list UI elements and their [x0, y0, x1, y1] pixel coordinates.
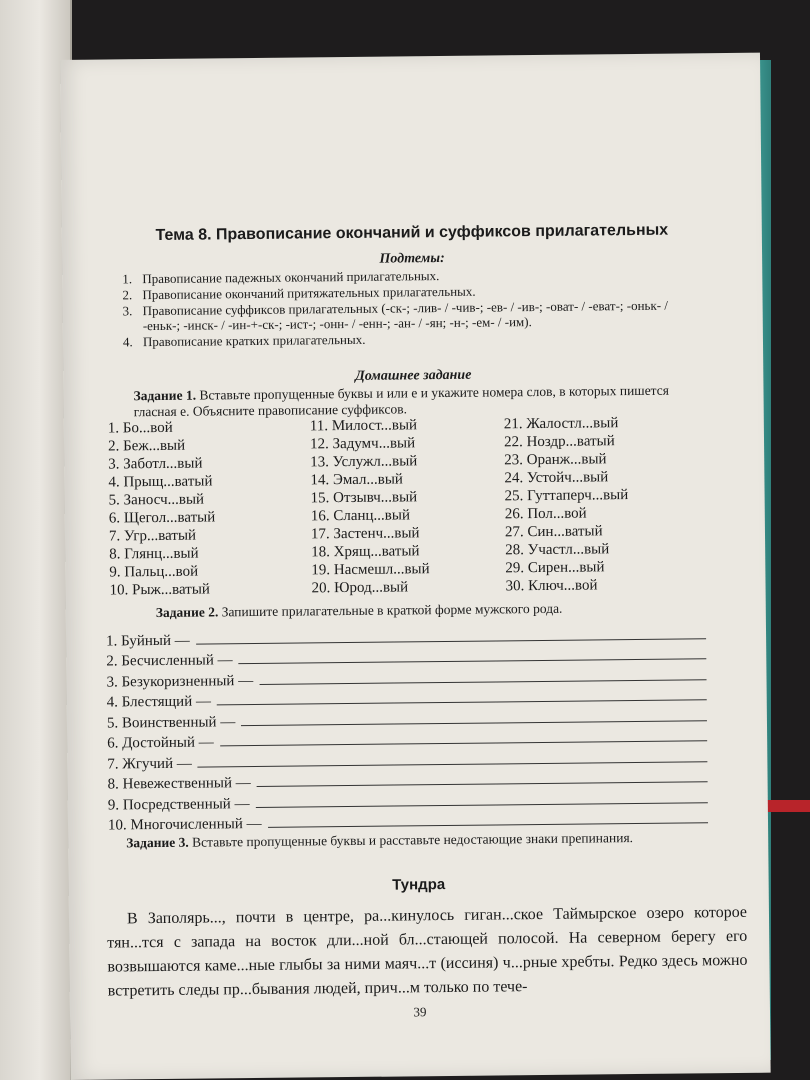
list-item: 20. Юрод...вый: [311, 579, 409, 597]
answer-line[interactable]: [239, 657, 707, 664]
answer-line[interactable]: [256, 801, 708, 808]
task2-instruction: [156, 599, 756, 621]
list-item: 8. Глянц...вый: [109, 545, 199, 563]
list-item: 10. Рыж...ватый: [109, 581, 210, 599]
answer-line[interactable]: [196, 637, 706, 644]
fill-label: 7. Жгучий —: [107, 755, 192, 773]
item-number: 1.: [122, 271, 133, 287]
subtopics-heading: Подтемы:: [379, 250, 445, 267]
subtopics-list: [122, 265, 703, 350]
answer-line[interactable]: [241, 719, 707, 726]
fill-label: 2. Бесчисленный —: [106, 652, 233, 670]
list-item: 11. Милост...вый: [309, 417, 418, 435]
answer-line[interactable]: [220, 739, 707, 746]
list-item: 2. Беж...вый: [107, 437, 186, 455]
list-item: 16. Сланц...вый: [310, 507, 411, 525]
fill-label: 10. Многочисленный —: [107, 815, 262, 834]
item-text: Правописание падежных окончаний прилагательных.: [142, 268, 440, 287]
list-item: 28. Участл...вый: [505, 541, 610, 559]
task2-label: Задание 2.: [155, 604, 219, 621]
item-text: Правописание окончаний притяжательных прилагательных.: [142, 283, 476, 303]
list-item: 15. Отзывч...вый: [310, 489, 418, 507]
list-item: 26. Пол...вой: [504, 505, 587, 523]
task3-text: Вставьте пропущенные буквы и расставьте недостающие знаки препинания.: [192, 830, 634, 850]
list-item: 1. Бо...вой: [107, 419, 173, 437]
list-item: [123, 297, 703, 333]
word-column-1: [108, 418, 216, 599]
fill-label: 8. Невежественный —: [107, 775, 251, 793]
list-item: 4. Прыщ...ватый: [108, 473, 213, 491]
list-item: 29. Сирен...вый: [505, 559, 605, 577]
fill-label: 3. Безукоризненный —: [106, 672, 254, 691]
list-item: 3. Заботл...вый: [108, 455, 203, 473]
answer-line[interactable]: [257, 780, 708, 787]
fill-label: 5. Воинственный —: [106, 713, 236, 732]
task2-fill-list: [106, 623, 708, 834]
item-number: 3.: [122, 303, 133, 319]
fill-label: 6. Достойный —: [107, 734, 214, 752]
item-text: Правописание кратких прилагательных.: [142, 331, 366, 350]
answer-line[interactable]: [259, 678, 706, 685]
word-column-2: [310, 416, 430, 597]
homework-heading: Домашнее задание: [355, 367, 472, 384]
list-item: 6. Щегол...ватый: [108, 509, 216, 527]
item-number: 4.: [122, 334, 133, 350]
answer-line[interactable]: [217, 698, 707, 705]
task1-text: Вставьте пропущенные буквы и или е и укажите номера слов, в которых пишется гласная е. Объясните правописание суффиксов.: [133, 382, 669, 420]
fill-label: 9. Посредственный —: [107, 795, 250, 814]
list-item: 5. Заносч...вый: [108, 491, 205, 509]
story-title: Тундра: [392, 876, 446, 894]
fill-label: 4. Блестящий —: [106, 693, 212, 711]
list-item: 24. Устойч...вый: [504, 469, 609, 487]
answer-line[interactable]: [268, 821, 708, 828]
list-item: 13. Услужл...вый: [310, 453, 418, 471]
item-number: 2.: [122, 287, 133, 303]
answer-line[interactable]: [198, 760, 708, 767]
book-page: [60, 53, 771, 1080]
word-column-3: [504, 414, 630, 595]
list-item: 19. Насмешл...вый: [311, 561, 430, 579]
page-title: Тема 8. Правописание окончаний и суффиксов прилагательных: [155, 221, 669, 245]
list-item: 17. Застенч...вый: [310, 525, 420, 543]
list-item: 7. Угр...ватый: [108, 527, 197, 545]
list-item: 14. Эмал...вый: [310, 471, 404, 489]
item-text: Правописание суффиксов прилагательных (-ск-; -лив- / -чив-; -ев- / -ив-; -оват- / -еват-; -оньк- / -еньк-; -инск- / -ин-+-ск-; -ист-; -онн- / -енн-; -ан- / -ян; -н-; -ем- / -им).: [142, 297, 669, 334]
list-item: 30. Ключ...вой: [505, 577, 598, 595]
list-item: 18. Хрящ...ватый: [311, 543, 420, 561]
task2-text: Запишите прилагательные в краткой форме мужского рода.: [221, 600, 563, 620]
list-item: 9. Пальц...вой: [109, 563, 199, 581]
list-item: 27. Син...ватый: [504, 523, 603, 541]
list-item: 25. Гуттаперч...вый: [504, 487, 629, 505]
list-item: 12. Задумч...вый: [309, 435, 416, 453]
story-text: В Заполярь..., почти в центре, ра...кинулось гиган...ское Таймырское озеро которое тян...тся с запада на восток дли...ной бл...стающей полосой. На северном берегу его возвышаются каме...ные глыбы за ними маяч...т (иссиня) ч...рные хребты. Редко здесь можно встретить следы пр...бывания людей, прич...м только по тече-: [107, 903, 748, 1000]
list-item: 23. Оранж...вый: [504, 451, 607, 469]
page-number: 39: [413, 1004, 427, 1020]
list-item: 22. Ноздр...ватый: [503, 433, 615, 451]
list-item: 21. Жалостл...вый: [503, 415, 619, 433]
task1-label: Задание 1.: [133, 387, 197, 404]
fill-label: 1. Буйный —: [106, 632, 190, 650]
task3-label: Задание 3.: [126, 834, 189, 851]
